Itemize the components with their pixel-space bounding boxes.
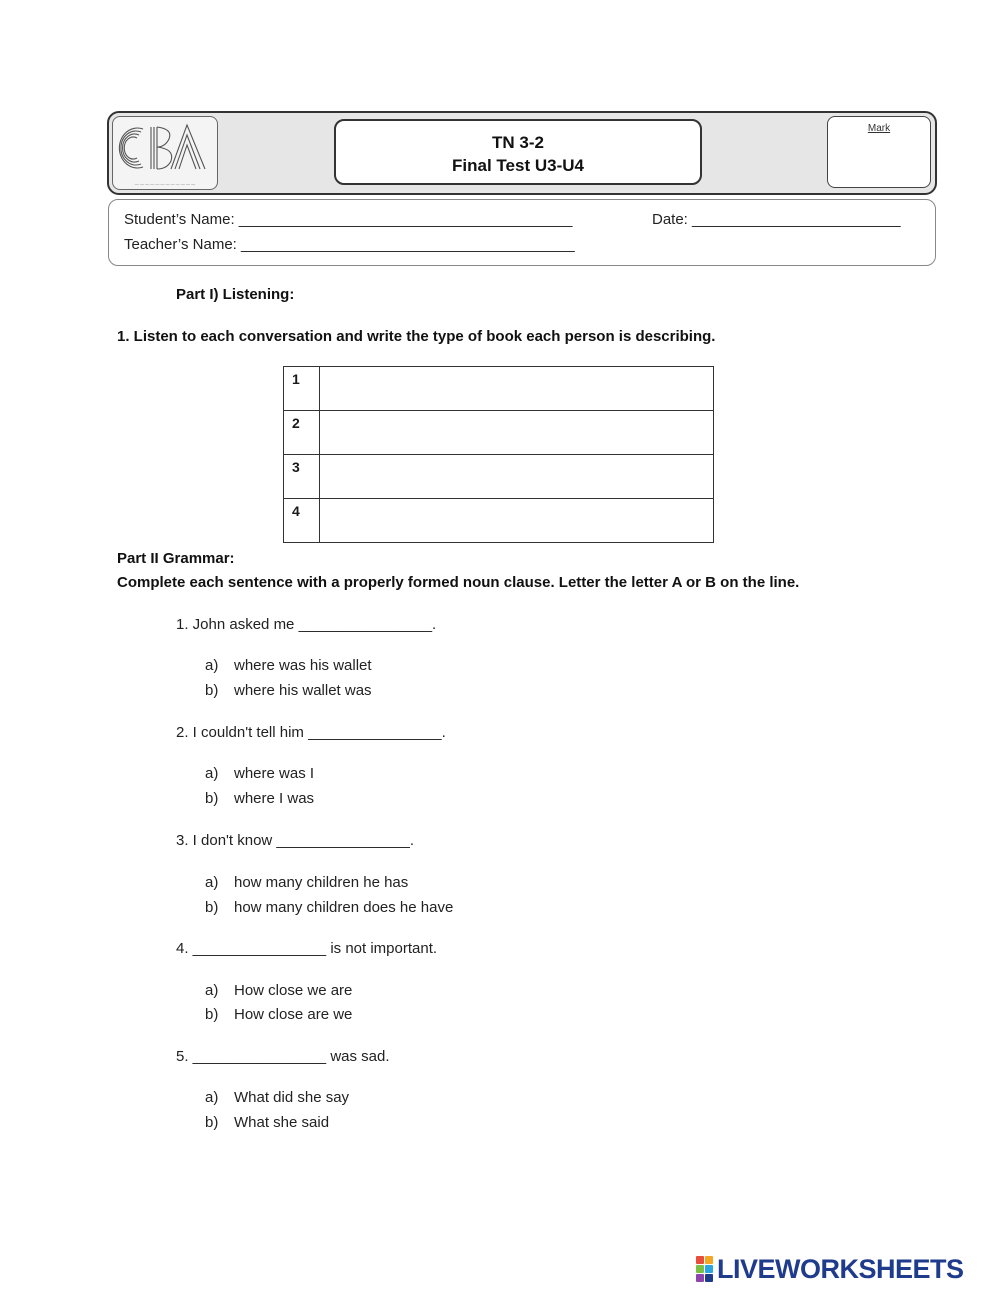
option-3b[interactable] — [205, 899, 453, 916]
option-text: where was his wallet — [234, 657, 372, 674]
brand-cubes-icon — [696, 1256, 713, 1282]
table-row — [284, 411, 714, 455]
option-2b[interactable] — [205, 790, 314, 807]
brand-cube — [696, 1256, 704, 1264]
table-row — [284, 499, 714, 543]
teacher-name-field[interactable]: Teacher’s Name: ________________________________________ — [124, 236, 575, 253]
title-box — [334, 119, 702, 185]
option-text: What she said — [234, 1114, 330, 1131]
row-number: 1 — [284, 367, 320, 411]
brand-cube — [696, 1265, 704, 1273]
student-name-field[interactable]: Student’s Name: ________________________________________ — [124, 211, 573, 228]
option-5b[interactable] — [205, 1114, 329, 1131]
liveworksheets-brand[interactable] — [696, 1254, 964, 1284]
part1-heading: Part I) Listening: — [176, 286, 295, 303]
option-letter: a) — [205, 765, 219, 782]
option-5a[interactable] — [205, 1089, 349, 1106]
answer-cell-4[interactable] — [319, 499, 713, 543]
logo-subtitle: — — — — — — — — — — — — — [134, 181, 196, 186]
row-number: 2 — [284, 411, 320, 455]
row-number: 3 — [284, 455, 320, 499]
option-letter: b) — [205, 682, 219, 699]
question-1: 1. John asked me ________________. — [176, 616, 437, 633]
listening-answer-table — [283, 366, 714, 543]
brand-cube — [705, 1274, 713, 1282]
question-3: 3. I don't know ________________. — [176, 832, 415, 849]
answer-cell-2[interactable] — [319, 411, 713, 455]
question-5: 5. ________________ was sad. — [176, 1048, 390, 1065]
school-logo — [112, 116, 218, 190]
student-info-box — [108, 199, 936, 266]
answer-cell-1[interactable] — [319, 367, 713, 411]
option-text: where was I — [234, 765, 315, 782]
brand-cube — [705, 1265, 713, 1273]
logo-graphic — [113, 117, 217, 189]
mark-label: Mark — [867, 123, 891, 134]
question-4: 4. ________________ is not important. — [176, 940, 438, 957]
option-letter: a) — [205, 874, 219, 891]
option-letter: a) — [205, 657, 219, 674]
part2-heading: Part II Grammar: — [117, 550, 235, 567]
answer-cell-3[interactable] — [319, 455, 713, 499]
mark-box[interactable] — [827, 116, 931, 188]
test-title: Final Test U3-U4 — [452, 156, 584, 175]
option-text: How close are we — [234, 1006, 353, 1023]
option-letter: b) — [205, 1006, 219, 1023]
option-4a[interactable] — [205, 982, 352, 999]
option-text: What did she say — [234, 1089, 350, 1106]
option-3a[interactable] — [205, 874, 408, 891]
part2-instruction: Complete each sentence with a properly formed noun clause. Letter the letter A or B on the line. — [117, 574, 800, 591]
brand-text: LIVEWORKSHEETS — [717, 1253, 964, 1284]
option-2a[interactable] — [205, 765, 314, 782]
date-field[interactable]: Date: _________________________ — [652, 211, 901, 228]
option-letter: a) — [205, 1089, 219, 1106]
option-1a[interactable] — [205, 657, 372, 674]
table-row — [284, 367, 714, 411]
option-letter: b) — [205, 899, 219, 916]
option-1b[interactable] — [205, 682, 372, 699]
table-row — [284, 455, 714, 499]
brand-cube — [705, 1256, 713, 1264]
test-code: TN 3-2 — [492, 133, 544, 152]
option-4b[interactable] — [205, 1006, 352, 1023]
option-text: how many children does he have — [234, 899, 454, 916]
option-text: how many children he has — [234, 874, 409, 891]
option-letter: a) — [205, 982, 219, 999]
row-number: 4 — [284, 499, 320, 543]
option-letter: b) — [205, 790, 219, 807]
question-2: 2. I couldn't tell him ________________. — [176, 724, 446, 741]
brand-cube — [696, 1274, 704, 1282]
option-letter: b) — [205, 1114, 219, 1131]
part1-instruction: 1. Listen to each conversation and write the type of book each person is describing. — [117, 328, 716, 345]
option-text: where his wallet was — [234, 682, 372, 699]
option-text: How close we are — [234, 982, 353, 999]
option-text: where I was — [234, 790, 315, 807]
